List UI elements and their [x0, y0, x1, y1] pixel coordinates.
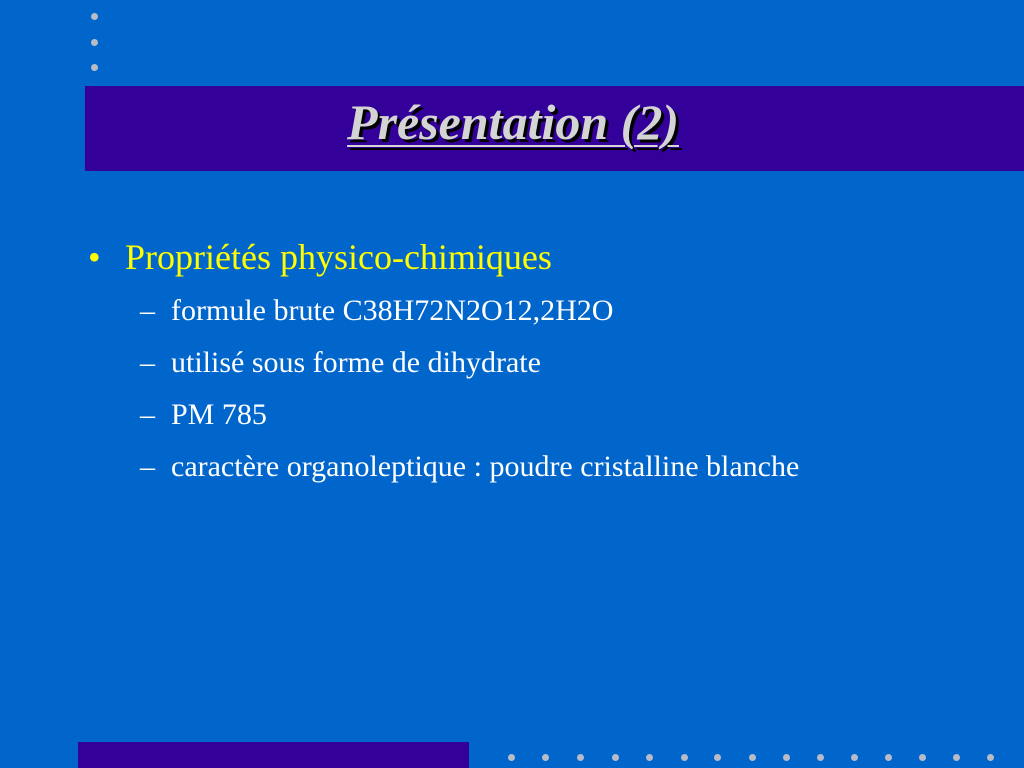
- decor-dot: [542, 754, 549, 761]
- sub-marker: –: [140, 450, 155, 483]
- decor-dot: [714, 754, 721, 761]
- title-band: [85, 86, 1024, 171]
- decor-dot: [612, 754, 619, 761]
- bottom-band: [78, 742, 469, 768]
- decor-dot: [953, 754, 960, 761]
- decor-dot: [681, 754, 688, 761]
- bullet-text: Propriétés physico-chimiques: [125, 237, 552, 277]
- sub-marker: –: [140, 346, 155, 379]
- sub-text: utilisé sous forme de dihydrate: [171, 346, 541, 379]
- bullet-marker: •: [88, 237, 101, 277]
- slide-content: [88, 232, 988, 490]
- sub-marker: –: [140, 294, 155, 327]
- decor-dot: [817, 754, 824, 761]
- sub-item: [140, 392, 988, 438]
- slide-title: Présentation (2): [347, 94, 679, 150]
- decor-dot: [851, 754, 858, 761]
- sub-item: [140, 288, 988, 334]
- decor-dot: [987, 754, 994, 761]
- bullet-item: [88, 232, 988, 282]
- sub-item: [140, 444, 988, 490]
- decor-dot: [91, 39, 98, 46]
- sub-item: [140, 340, 988, 386]
- decor-dot: [783, 754, 790, 761]
- decor-dot: [646, 754, 653, 761]
- decor-dot: [919, 754, 926, 761]
- sub-text: formule brute C38H72N2O12,2H2O: [171, 294, 614, 327]
- decor-dot: [885, 754, 892, 761]
- decor-dot: [91, 13, 98, 20]
- decor-dot: [91, 64, 98, 71]
- decor-dot: [577, 754, 584, 761]
- decor-dot: [508, 754, 515, 761]
- sub-text: PM 785: [171, 398, 267, 431]
- sub-marker: –: [140, 398, 155, 431]
- decor-dot: [749, 754, 756, 761]
- sub-text: caractère organoleptique : poudre cristalline blanche: [171, 450, 800, 483]
